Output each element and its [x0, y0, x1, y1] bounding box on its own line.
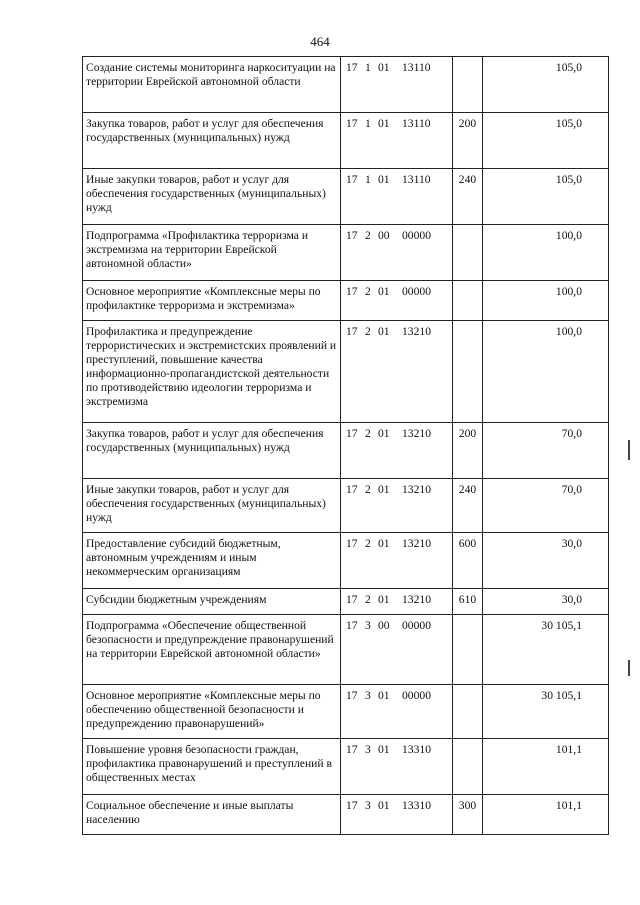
program-code: 17	[346, 117, 358, 130]
program-code: 17	[346, 743, 358, 756]
table-row	[83, 225, 609, 281]
row-codes	[341, 423, 453, 479]
row-name: Создание системы мониторинга наркоситуации на территории Еврейской автономной области	[83, 57, 341, 113]
activity-code: 01	[378, 427, 390, 440]
row-codes	[341, 615, 453, 685]
row-codes	[341, 685, 453, 739]
row-codes	[341, 533, 453, 589]
subprogram-code: 2	[365, 229, 371, 242]
row-codes	[341, 795, 453, 835]
row-codes	[341, 169, 453, 225]
direction-code: 13110	[402, 173, 431, 186]
table-row	[83, 685, 609, 739]
activity-code: 00	[378, 229, 390, 242]
subprogram-code: 2	[365, 285, 371, 298]
program-code: 17	[346, 537, 358, 550]
activity-code: 01	[378, 743, 390, 756]
row-codes	[341, 281, 453, 321]
table-row	[83, 321, 609, 423]
activity-code: 01	[378, 799, 390, 812]
direction-code: 13310	[402, 743, 431, 756]
table-row	[83, 57, 609, 113]
activity-code: 01	[378, 593, 390, 606]
activity-code: 01	[378, 117, 390, 130]
row-amount: 30 105,1	[483, 685, 609, 739]
row-name: Субсидии бюджетным учреждениям	[83, 589, 341, 615]
activity-code: 01	[378, 285, 390, 298]
activity-code: 01	[378, 689, 390, 702]
table-row	[83, 795, 609, 835]
program-code: 17	[346, 173, 358, 186]
subprogram-code: 2	[365, 483, 371, 496]
expense-type-code: 600	[453, 533, 483, 589]
row-codes	[341, 479, 453, 533]
table-row	[83, 423, 609, 479]
subprogram-code: 2	[365, 537, 371, 550]
activity-code: 00	[378, 619, 390, 632]
subprogram-code: 3	[365, 689, 371, 702]
row-name: Социальное обеспечение и иные выплаты населению	[83, 795, 341, 835]
row-amount: 30,0	[483, 589, 609, 615]
scan-edge-mark	[628, 440, 630, 460]
row-amount: 30 105,1	[483, 615, 609, 685]
row-amount: 105,0	[483, 57, 609, 113]
program-code: 17	[346, 229, 358, 242]
direction-code: 00000	[402, 689, 431, 702]
program-code: 17	[346, 619, 358, 632]
subprogram-code: 2	[365, 325, 371, 338]
page-number: 464	[310, 34, 330, 49]
expense-type-code	[453, 615, 483, 685]
budget-table	[82, 56, 609, 835]
table-row	[83, 169, 609, 225]
row-amount: 100,0	[483, 321, 609, 423]
direction-code: 00000	[402, 229, 431, 242]
subprogram-code: 2	[365, 593, 371, 606]
subprogram-code: 1	[365, 173, 371, 186]
subprogram-code: 1	[365, 61, 371, 74]
expense-type-code	[453, 321, 483, 423]
subprogram-code: 1	[365, 117, 371, 130]
direction-code: 13210	[402, 593, 431, 606]
subprogram-code: 3	[365, 799, 371, 812]
row-name: Повышение уровня безопасности граждан, профилактика правонарушений и преступлений в общественных местах	[83, 739, 341, 795]
table-row	[83, 113, 609, 169]
row-name: Профилактика и предупреждение террористических и экстремистских проявлений и преступлений, повышение качества информационно-пропагандистской деятельности по противодействию идеологии терроризма и экстремизма	[83, 321, 341, 423]
direction-code: 13110	[402, 61, 431, 74]
program-code: 17	[346, 483, 358, 496]
expense-type-code	[453, 225, 483, 281]
row-amount: 70,0	[483, 479, 609, 533]
program-code: 17	[346, 61, 358, 74]
row-name: Иные закупки товаров, работ и услуг для обеспечения государственных (муниципальных) нужд	[83, 169, 341, 225]
row-amount: 101,1	[483, 795, 609, 835]
direction-code: 13310	[402, 799, 431, 812]
row-amount: 30,0	[483, 533, 609, 589]
expense-type-code	[453, 57, 483, 113]
direction-code: 13210	[402, 537, 431, 550]
scan-edge-mark	[628, 660, 630, 676]
row-codes	[341, 57, 453, 113]
activity-code: 01	[378, 537, 390, 550]
row-codes	[341, 321, 453, 423]
table-row	[83, 589, 609, 615]
table-row	[83, 281, 609, 321]
subprogram-code: 3	[365, 619, 371, 632]
program-code: 17	[346, 799, 358, 812]
expense-type-code: 200	[453, 423, 483, 479]
table-row	[83, 479, 609, 533]
table-row	[83, 739, 609, 795]
row-name: Основное мероприятие «Комплексные меры по обеспечению общественной безопасности и предупреждению правонарушений»	[83, 685, 341, 739]
program-code: 17	[346, 427, 358, 440]
direction-code: 00000	[402, 285, 431, 298]
activity-code: 01	[378, 325, 390, 338]
program-code: 17	[346, 285, 358, 298]
activity-code: 01	[378, 173, 390, 186]
direction-code: 00000	[402, 619, 431, 632]
expense-type-code: 240	[453, 169, 483, 225]
subprogram-code: 2	[365, 427, 371, 440]
table-row	[83, 615, 609, 685]
row-name: Основное мероприятие «Комплексные меры по профилактике терроризма и экстремизма»	[83, 281, 341, 321]
expense-type-code: 240	[453, 479, 483, 533]
subprogram-code: 3	[365, 743, 371, 756]
table-row	[83, 533, 609, 589]
row-codes	[341, 739, 453, 795]
row-amount: 101,1	[483, 739, 609, 795]
program-code: 17	[346, 325, 358, 338]
direction-code: 13210	[402, 483, 431, 496]
program-code: 17	[346, 593, 358, 606]
row-codes	[341, 225, 453, 281]
activity-code: 01	[378, 61, 390, 74]
row-name: Подпрограмма «Профилактика терроризма и экстремизма на территории Еврейской автономной области»	[83, 225, 341, 281]
expense-type-code	[453, 739, 483, 795]
expense-type-code	[453, 281, 483, 321]
row-name: Подпрограмма «Обеспечение общественной безопасности и предупреждение правонарушений на территории Еврейской автономной области»	[83, 615, 341, 685]
row-codes	[341, 589, 453, 615]
direction-code: 13210	[402, 427, 431, 440]
row-amount: 100,0	[483, 225, 609, 281]
row-name: Предоставление субсидий бюджетным, автономным учреждениям и иным некоммерческим организациям	[83, 533, 341, 589]
row-codes	[341, 113, 453, 169]
row-name: Закупка товаров, работ и услуг для обеспечения государственных (муниципальных) нужд	[83, 423, 341, 479]
row-amount: 105,0	[483, 169, 609, 225]
row-amount: 105,0	[483, 113, 609, 169]
row-name: Закупка товаров, работ и услуг для обеспечения государственных (муниципальных) нужд	[83, 113, 341, 169]
activity-code: 01	[378, 483, 390, 496]
expense-type-code: 300	[453, 795, 483, 835]
expense-type-code: 200	[453, 113, 483, 169]
expense-type-code	[453, 685, 483, 739]
row-name: Иные закупки товаров, работ и услуг для обеспечения государственных (муниципальных) нужд	[83, 479, 341, 533]
budget-table-body	[83, 57, 609, 835]
program-code: 17	[346, 689, 358, 702]
direction-code: 13210	[402, 325, 431, 338]
row-amount: 70,0	[483, 423, 609, 479]
direction-code: 13110	[402, 117, 431, 130]
row-amount: 100,0	[483, 281, 609, 321]
expense-type-code: 610	[453, 589, 483, 615]
